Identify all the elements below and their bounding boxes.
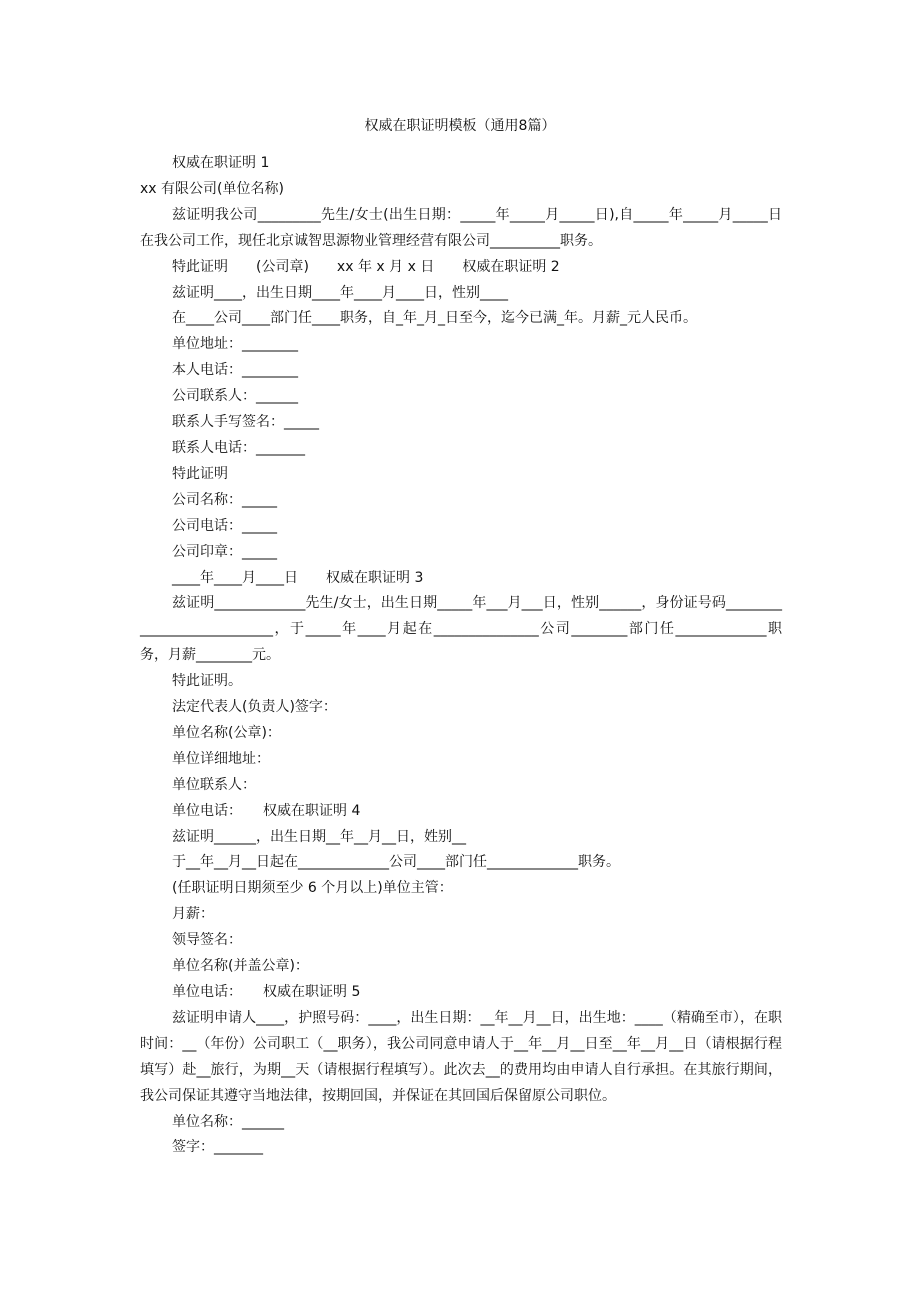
date-line-3: ____年____月____日 权威在职证明 3 bbox=[172, 569, 424, 586]
field-monthly-salary: 月薪： bbox=[172, 906, 214, 923]
field-unit-name-seal: 单位名称(公章)： bbox=[172, 724, 281, 741]
field-company-name: 公司名称：_____ bbox=[172, 491, 277, 508]
certification-paragraph-1: 兹证明我公司_________先生/女士(出生日期：_____年_____月_____日),自_____年_____月_____日在我公司工作，现任北京诚智思源物业管理经营有限公司__________职务。 bbox=[140, 206, 782, 249]
field-unit-phone-5: 单位电话： 权威在职证明 5 bbox=[172, 984, 361, 1000]
field-unit-contact: 单位联系人： bbox=[172, 776, 256, 793]
field-company-seal: 公司印章：_____ bbox=[172, 543, 277, 560]
field-unit-address: 单位地址：________ bbox=[172, 336, 298, 353]
section-heading-1: 权威在职证明 1 bbox=[172, 155, 270, 171]
field-contact-phone: 联系人电话：_______ bbox=[172, 439, 305, 456]
field-signature-final: 签字：_______ bbox=[172, 1139, 263, 1156]
company-name-line: xx 有限公司(单位名称) bbox=[140, 180, 284, 197]
field-contact-signature: 联系人手写签名：_____ bbox=[172, 414, 319, 431]
closing-line-3: 特此证明。 bbox=[172, 673, 242, 690]
closing-line-2: 特此证明 bbox=[172, 465, 228, 482]
certification-line-2a: 兹证明____，出生日期____年____月____日，性别____ bbox=[172, 284, 508, 301]
note-line-4: (任职证明日期须至少 6 个月以上)单位主管： bbox=[172, 880, 453, 897]
field-company-contact: 公司联系人：______ bbox=[172, 388, 298, 405]
certification-paragraph-3: 兹证明_____________先生/女士，出生日期_____年___月___日，性别______，身份证号码___________________________，于_____年____月起在_______________公司________部门任_____________职务，月薪________元。 bbox=[140, 595, 782, 664]
field-unit-name-stamped: 单位名称(并盖公章)： bbox=[172, 958, 309, 975]
closing-line-1: 特此证明 (公司章) xx 年 x 月 x 日 权威在职证明 2 bbox=[172, 258, 560, 275]
field-unit-phone-4: 单位电话： 权威在职证明 4 bbox=[172, 802, 361, 819]
field-leader-signature: 领导签名： bbox=[172, 932, 242, 949]
certification-line-4b: 于__年__月__日起在_____________公司____部门任_____________职务。 bbox=[172, 854, 620, 871]
field-unit-detailed-address: 单位详细地址： bbox=[172, 750, 270, 767]
field-legal-representative: 法定代表人(负责人)签字： bbox=[172, 699, 337, 716]
certification-line-2b: 在____公司____部门任____职务，自_年_月_日至今，迄今已满_年。月薪_元人民币。 bbox=[172, 310, 697, 327]
field-personal-phone: 本人电话：________ bbox=[172, 362, 298, 379]
document-title: 权威在职证明模板（通用8篇） bbox=[364, 118, 556, 134]
certification-line-4a: 兹证明______，出生日期__年__月__日，姓别__ bbox=[172, 828, 466, 845]
field-unit-name-final: 单位名称：______ bbox=[172, 1113, 284, 1130]
certification-paragraph-5: 兹证明申请人____，护照号码：____，出生日期：__年__月__日，出生地：____（精确至市），在职时间：__（年份）公司职工（__职务），我公司同意申请人于__年__月__日至__年__月__日（请根据行程填写）赴__旅行，为期__天（请根据行程填写）。此次去__的费用均由申请人自行承担。在其旅行期间，我公司保证其遵守当地法律，按期回国，并保证在其回国后保留原公司职位。 bbox=[140, 1009, 782, 1104]
field-company-phone: 公司电话：_____ bbox=[172, 517, 277, 534]
document-body bbox=[140, 151, 782, 1161]
